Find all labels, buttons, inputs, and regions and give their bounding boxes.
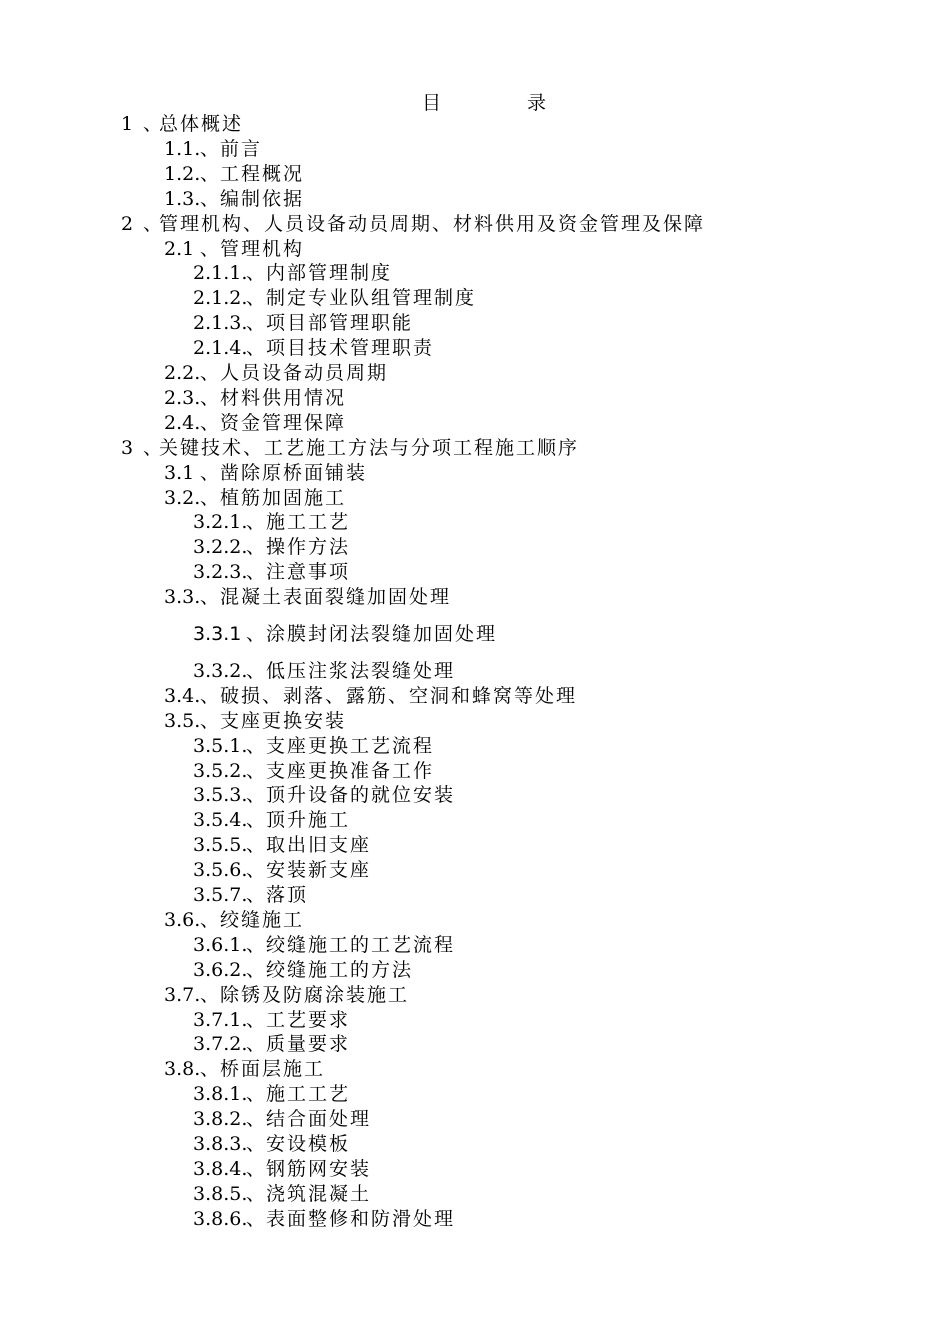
toc-entry-separator: 、 <box>246 312 266 335</box>
toc-entry-text: 结合面处理 <box>266 1108 372 1131</box>
toc-entry-text: 管理机构 <box>220 237 305 260</box>
toc-entry-number: 3.8. <box>164 1058 201 1081</box>
toc-entry-separator: 、 <box>246 1182 266 1205</box>
toc-entry-separator: 、 <box>246 834 266 857</box>
toc-entry-separator: 、 <box>200 908 220 931</box>
toc-entry-number: 3.5.5. <box>193 834 248 857</box>
toc-entry-text: 管理机构、人员设备动员周期、材料供用及资金管理及保障 <box>159 212 706 235</box>
toc-entry-text: 破损、剥落、露筋、空洞和蜂窝等处理 <box>220 684 578 707</box>
toc-entry-text: 涂膜封闭法裂缝加固处理 <box>266 623 498 645</box>
toc-entry-number: 3.8.6. <box>193 1207 248 1230</box>
toc-entry-number: 3.7. <box>164 983 201 1006</box>
toc-entry[interactable] <box>193 1082 350 1107</box>
toc-entry-number: 3.8.2. <box>193 1108 248 1131</box>
toc-entry-number: 3.7.2. <box>193 1033 248 1056</box>
toc-entry-text: 安设模板 <box>266 1133 351 1155</box>
toc-entry-text: 支座更换工艺流程 <box>266 734 435 757</box>
toc-entry[interactable] <box>193 311 413 336</box>
toc-entry-separator: 、 <box>246 958 266 981</box>
toc-entry-text: 支座更换准备工作 <box>266 759 435 782</box>
toc-entry-separator: 、 <box>246 561 266 584</box>
toc-entry[interactable] <box>193 1008 350 1033</box>
toc-entry[interactable] <box>193 1032 350 1057</box>
toc-entry[interactable] <box>164 411 346 436</box>
toc-entry-text: 工程概况 <box>220 162 305 185</box>
toc-entry-text: 工艺要求 <box>266 1008 351 1031</box>
toc-entry-text: 项目技术管理职责 <box>266 337 435 360</box>
toc-entry-text: 关键技术、工艺施工方法与分项工程施工顺序 <box>159 436 580 459</box>
toc-entry[interactable] <box>193 510 350 535</box>
toc-entry-number: 3.3. <box>164 586 201 609</box>
toc-entry-text: 内部管理制度 <box>266 262 393 285</box>
toc-entry-number: 3.8.5. <box>193 1182 248 1205</box>
toc-entry-text: 桥面层施工 <box>220 1058 326 1081</box>
toc-entry[interactable] <box>193 858 371 883</box>
toc-entry-separator: 、 <box>246 859 266 882</box>
toc-entry-text: 前言 <box>220 137 263 160</box>
toc-entry[interactable] <box>164 386 346 411</box>
toc-entry-text: 项目部管理职能 <box>266 312 414 335</box>
toc-entry-separator: 、 <box>200 162 220 185</box>
toc-entry-separator: 、 <box>246 759 266 782</box>
toc-entry-separator: 、 <box>200 486 220 509</box>
toc-entry-number: 2.3. <box>164 386 201 409</box>
toc-entry-text: 凿除原桥面铺装 <box>220 461 368 484</box>
toc-entry-separator: 、 <box>200 1058 220 1081</box>
toc-entry-text: 材料供用情况 <box>220 386 347 409</box>
toc-entry-number: 2.1.3. <box>193 312 248 335</box>
toc-entry-text: 落顶 <box>266 884 309 906</box>
toc-entry-number: 3.4. <box>164 684 201 707</box>
toc-entry-separator: 、 <box>246 809 266 832</box>
toc-entry-number: 3.5.6. <box>193 859 248 882</box>
toc-entry-number: 3.5.2. <box>193 759 248 782</box>
toc-entry-separator: 、 <box>246 734 266 757</box>
toc-entry-number: 3.5.4. <box>193 809 248 832</box>
toc-entry[interactable] <box>164 709 346 734</box>
toc-entry-number: 3.2.2. <box>193 536 248 559</box>
toc-entry[interactable] <box>164 461 367 486</box>
toc-entry-number: 2.1 <box>164 237 195 260</box>
toc-entry-number: 3.3.1 <box>193 623 242 645</box>
toc-entry[interactable] <box>121 436 579 461</box>
toc-entry[interactable] <box>193 759 434 784</box>
toc-entry-separator: 、 <box>246 536 266 559</box>
toc-entry-number: 3.3.2. <box>193 659 248 682</box>
toc-entry-separator: 、 <box>246 1133 266 1155</box>
toc-entry-text: 注意事项 <box>266 561 351 584</box>
toc-entry-text: 浇筑混凝土 <box>266 1182 372 1205</box>
toc-entry[interactable] <box>164 137 262 162</box>
toc-entry-number: 2.4. <box>164 411 201 434</box>
toc-entry[interactable] <box>193 933 455 958</box>
toc-entry[interactable] <box>193 808 350 833</box>
toc-entry-text: 资金管理保障 <box>220 411 347 434</box>
toc-entry-text: 表面整修和防滑处理 <box>266 1207 456 1230</box>
toc-title: 目 录 <box>421 92 587 114</box>
toc-entry-number: 3.5. <box>164 709 201 732</box>
toc-entry[interactable] <box>164 486 346 511</box>
toc-entry-separator: 、 <box>246 1033 266 1056</box>
toc-entry-number: 2.2. <box>164 362 201 384</box>
toc-entry-separator: 、 <box>200 137 220 160</box>
toc-entry-number: 3.6.1. <box>193 933 248 956</box>
toc-entry-separator: 、 <box>246 884 266 906</box>
toc-entry-text: 除锈及防腐涂装施工 <box>220 983 410 1006</box>
toc-entry-text: 取出旧支座 <box>266 834 372 857</box>
toc-entry[interactable] <box>164 585 451 610</box>
toc-entry-separator: 、 <box>200 411 220 434</box>
toc-entry-separator: 、 <box>246 337 266 360</box>
toc-entry-number: 2.1.2. <box>193 287 248 310</box>
toc-entry-separator: 、 <box>200 684 220 707</box>
toc-entry-text: 施工工艺 <box>266 1083 351 1106</box>
toc-entry-number: 3.8.3. <box>193 1133 248 1155</box>
toc-entry-separator: 、 <box>246 1008 266 1031</box>
toc-entry[interactable] <box>193 622 497 647</box>
toc-entry[interactable] <box>193 286 476 311</box>
toc-entry[interactable] <box>164 237 304 262</box>
toc-entry[interactable] <box>193 1182 371 1207</box>
toc-entry[interactable] <box>193 958 413 983</box>
toc-entry[interactable] <box>193 560 350 585</box>
toc-entry[interactable] <box>164 361 388 386</box>
toc-entry-number: 3.1 <box>164 461 195 484</box>
toc-entry-text: 制定专业队组管理制度 <box>266 287 477 310</box>
toc-entry-separator: 、 <box>246 287 266 310</box>
toc-entry-separator: 、 <box>200 461 220 484</box>
toc-entry-number: 3.2.1. <box>193 511 248 534</box>
toc-entry-number: 3.8.4. <box>193 1157 248 1180</box>
toc-entry-text: 总体概述 <box>159 113 244 135</box>
toc-entry[interactable] <box>193 336 434 361</box>
toc-entry-text: 顶升设备的就位安装 <box>266 784 456 807</box>
toc-entry-number: 3.2.3. <box>193 561 248 584</box>
toc-entry-number: 2.1.4. <box>193 337 248 360</box>
toc-entry-text: 安装新支座 <box>266 859 372 882</box>
toc-entry-separator: 、 <box>246 933 266 956</box>
toc-entry-text: 施工工艺 <box>266 511 351 534</box>
toc-entry-number: 3 <box>121 436 134 459</box>
toc-entry[interactable] <box>193 883 308 908</box>
toc-entry-number: 1.3. <box>164 187 201 210</box>
toc-entry-separator: 、 <box>200 983 220 1006</box>
toc-entry-text: 植筋加固施工 <box>220 486 347 509</box>
toc-entry-text: 混凝土表面裂缝加固处理 <box>220 586 452 609</box>
toc-entry-number: 3.6.2. <box>193 958 248 981</box>
toc-entry-separator: 、 <box>143 436 163 459</box>
toc-entry-text: 绞缝施工 <box>220 908 305 931</box>
toc-entry-number: 3.8.1. <box>193 1083 248 1106</box>
toc-entry[interactable] <box>193 1157 371 1182</box>
toc-entry-number: 3.2. <box>164 486 201 509</box>
toc-entry-text: 人员设备动员周期 <box>220 362 389 384</box>
toc-entry-text: 操作方法 <box>266 536 351 559</box>
toc-entry[interactable] <box>193 1207 455 1232</box>
toc-entry-text: 低压注浆法裂缝处理 <box>266 659 456 682</box>
toc-entry[interactable] <box>193 734 434 759</box>
toc-entry-number: 2 <box>121 212 134 235</box>
toc-entry[interactable] <box>193 1107 371 1132</box>
toc-entry-text: 绞缝施工的方法 <box>266 958 414 981</box>
toc-entry-separator: 、 <box>143 212 163 235</box>
toc-entry-text: 质量要求 <box>266 1033 351 1056</box>
toc-entry[interactable] <box>164 684 577 709</box>
toc-entry-number: 3.5.3. <box>193 784 248 807</box>
toc-entry-text: 顶升施工 <box>266 809 351 832</box>
toc-entry-separator: 、 <box>246 623 266 645</box>
toc-entry-separator: 、 <box>246 1083 266 1106</box>
toc-entry-separator: 、 <box>200 586 220 609</box>
toc-entry-separator: 、 <box>143 113 163 135</box>
toc-entry[interactable] <box>121 112 243 137</box>
toc-entry-separator: 、 <box>246 1108 266 1131</box>
toc-entry[interactable] <box>193 1132 350 1157</box>
toc-entry-number: 1.1. <box>164 137 201 160</box>
toc-entry[interactable] <box>121 212 705 237</box>
toc-entry-separator: 、 <box>246 1207 266 1230</box>
toc-entry-separator: 、 <box>200 362 220 384</box>
toc-entry[interactable] <box>193 261 392 286</box>
toc-entry-separator: 、 <box>246 784 266 807</box>
toc-entry-separator: 、 <box>200 709 220 732</box>
toc-entry-number: 3.6. <box>164 908 201 931</box>
toc-entry[interactable] <box>193 833 371 858</box>
toc-entry-number: 1 <box>121 113 134 135</box>
toc-entry[interactable] <box>193 783 455 808</box>
toc-entry-separator: 、 <box>246 511 266 534</box>
toc-entry[interactable] <box>193 659 455 684</box>
toc-entry-number: 3.5.7. <box>193 884 248 906</box>
toc-entry[interactable] <box>164 187 304 212</box>
toc-entry-separator: 、 <box>200 237 220 260</box>
toc-entry-number: 3.5.1. <box>193 734 248 757</box>
toc-entry-separator: 、 <box>246 659 266 682</box>
toc-entry[interactable] <box>164 983 409 1008</box>
toc-entry-separator: 、 <box>200 187 220 210</box>
toc-entry-text: 编制依据 <box>220 187 305 210</box>
toc-entry-text: 绞缝施工的工艺流程 <box>266 933 456 956</box>
toc-entry-text: 支座更换安装 <box>220 709 347 732</box>
toc-entry-separator: 、 <box>200 386 220 409</box>
toc-entry[interactable] <box>164 1057 325 1082</box>
toc-entry-number: 1.2. <box>164 162 201 185</box>
toc-entry-separator: 、 <box>246 262 266 285</box>
toc-entry[interactable] <box>164 162 304 187</box>
toc-entry-number: 2.1.1. <box>193 262 248 285</box>
toc-entry[interactable] <box>193 535 350 560</box>
toc-entry-text: 钢筋网安装 <box>266 1157 372 1180</box>
toc-entry[interactable] <box>164 908 304 933</box>
toc-entry-number: 3.7.1. <box>193 1008 248 1031</box>
toc-entry-separator: 、 <box>246 1157 266 1180</box>
